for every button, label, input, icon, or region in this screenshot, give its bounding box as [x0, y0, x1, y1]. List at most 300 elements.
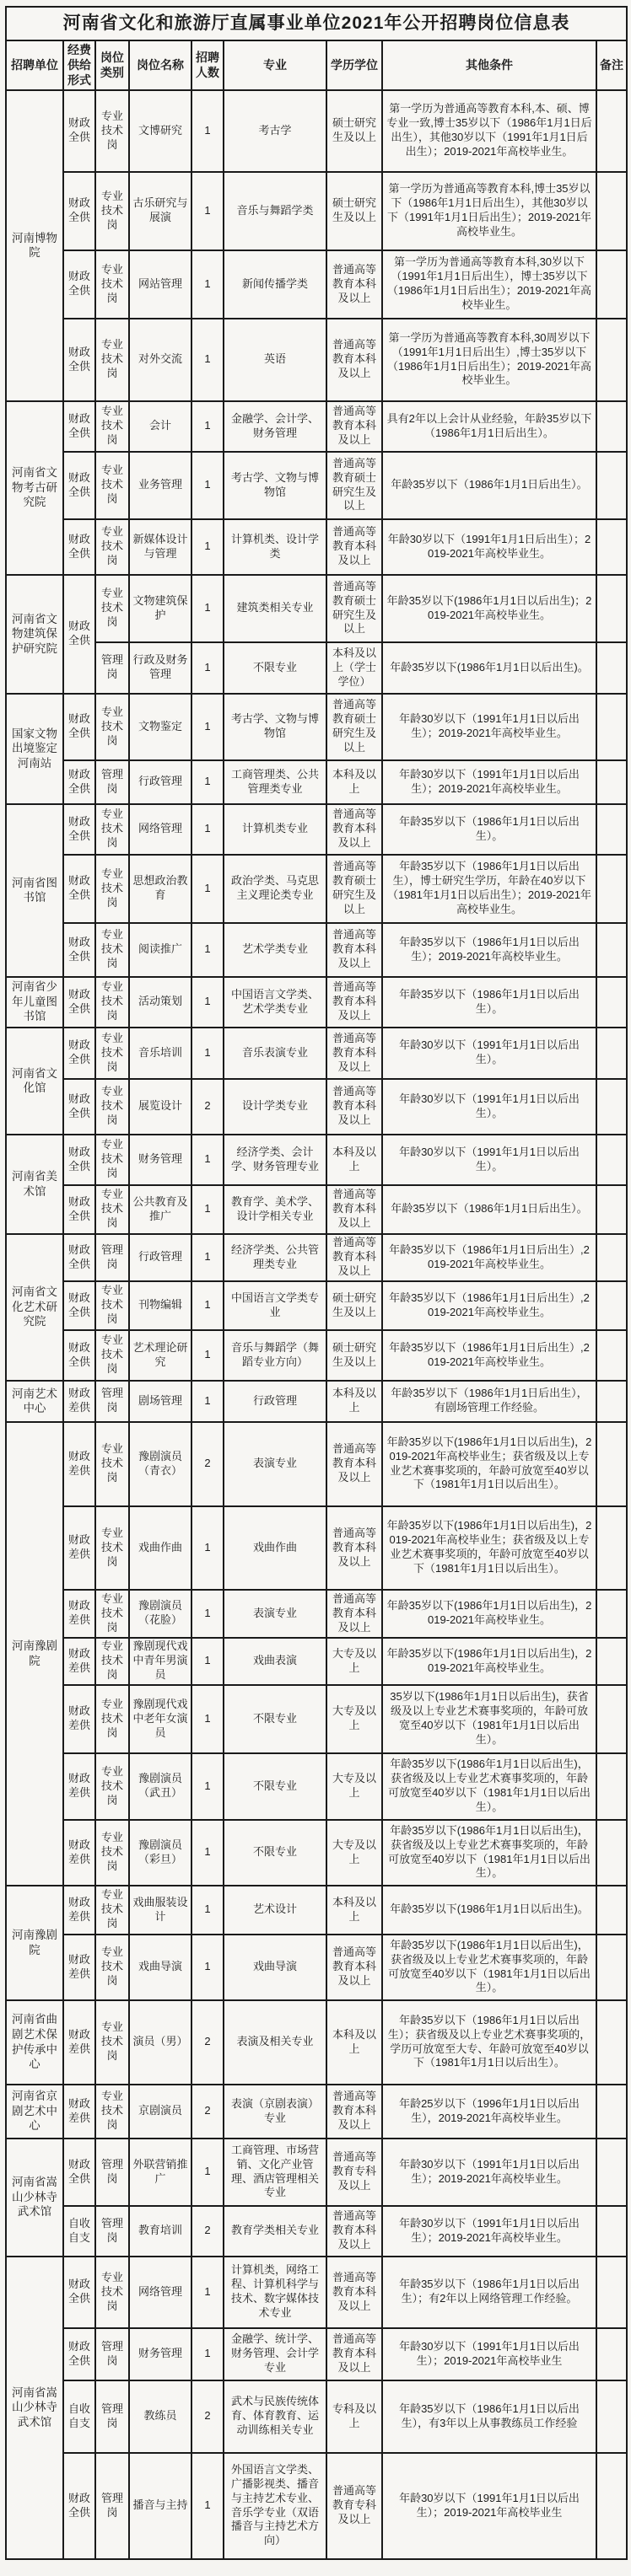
recruiting-unit-cell: 河南豫剧院	[6, 1886, 63, 2000]
recruiting-unit-cell: 河南艺术中心	[6, 1381, 63, 1422]
degree-cell: 普通高等教育本科及以上	[326, 319, 382, 401]
major-cell: 戏曲作曲	[224, 1506, 326, 1590]
major-cell: 工商管理类、公共管理类专业	[224, 760, 326, 804]
funding-cell: 财政全供	[63, 977, 95, 1028]
count-cell: 1	[191, 1506, 224, 1590]
remark-cell	[596, 1935, 627, 2000]
conditions-cell: 年龄35岁以下（1986年1月1日以后出生），博士研究生学历，年龄在40岁以下（1981年1月1日以后出生）；2019-2021年高校毕业生。	[382, 855, 596, 923]
degree-cell: 本科及以上	[326, 760, 382, 804]
position-cell: 戏曲导演	[129, 1935, 191, 2000]
remark-cell	[596, 172, 627, 250]
table-row	[6, 452, 627, 519]
degree-cell: 大专及以上	[326, 1820, 382, 1886]
major-cell: 音乐与舞蹈学类	[224, 172, 326, 250]
remark-cell	[596, 1381, 627, 1422]
count-cell: 2	[191, 2000, 224, 2085]
table-row	[6, 1638, 627, 1685]
major-cell: 行政管理	[224, 1381, 326, 1422]
funding-cell: 财政差供	[63, 2000, 95, 2085]
count-cell: 1	[191, 172, 224, 250]
funding-cell: 财政全供	[63, 2257, 95, 2328]
major-cell: 考古学	[224, 90, 326, 172]
conditions-cell: 年龄35岁以下（1986年1月1日以后出生）；获省级及以上专业艺术赛事奖项的，学历可放宽至大专、年龄可放宽至40岁以下（1981年1月1日以后出生）。	[382, 2000, 596, 2085]
conditions-cell: 年龄35岁以下(1986年1月1日以后出生)，获省级及以上专业艺术赛事奖项的，年龄可放宽至40岁以下（1981年1月1日以后出生）。	[382, 1753, 596, 1820]
count-cell: 1	[191, 1886, 224, 1935]
category-cell: 专业技术岗	[95, 2085, 129, 2139]
category-cell: 专业技术岗	[95, 452, 129, 519]
remark-cell	[596, 2000, 627, 2085]
major-cell: 不限专业	[224, 1685, 326, 1753]
remark-cell	[596, 2453, 627, 2559]
position-cell: 思想政治教育	[129, 855, 191, 923]
position-cell: 剧场管理	[129, 1381, 191, 1422]
position-cell: 会计	[129, 401, 191, 452]
recruiting-unit-cell: 河南省嵩山少林寺武术馆	[6, 2139, 63, 2257]
conditions-cell: 年龄35岁以下（1986年1月1日后出生）,2019-2021年高校毕业生。	[382, 1330, 596, 1381]
table-row	[6, 1079, 627, 1135]
category-cell: 管理岗	[95, 2453, 129, 2559]
conditions-cell: 年龄35岁以下（1986年1月1日后出生）。	[382, 1185, 596, 1234]
position-cell: 戏曲服装设计	[129, 1886, 191, 1935]
conditions-cell: 第一学历为普通高等教育本科,博士35岁以下（1986年1月1日后出生），其他30岁以下（1991年1月1日后出生）；2019-2021年高校毕业生。	[382, 172, 596, 250]
major-cell: 表演专业	[224, 1590, 326, 1638]
conditions-cell: 第一学历为普通高等教育本科,30岁以下（1991年1月1日后出生），博士35岁以下（1986年1月1日后出生）；2019-2021年高校毕业生。	[382, 250, 596, 319]
major-cell: 中国语言文学类专业	[224, 1281, 326, 1330]
conditions-cell: 年龄35岁以下(1986年1月1日以后出生)，2019-2021年高校毕业生。	[382, 1638, 596, 1685]
position-cell: 豫剧演员（青衣）	[129, 1422, 191, 1506]
degree-cell: 大专及以上	[326, 1685, 382, 1753]
page-title: 河南省文化和旅游厅直属事业单位2021年公开招聘岗位信息表	[6, 7, 627, 40]
funding-cell: 财政差供	[63, 1753, 95, 1820]
position-cell: 京剧演员	[129, 2085, 191, 2139]
degree-cell: 普通高等教育本科及以上	[326, 2206, 382, 2257]
position-cell: 活动策划	[129, 977, 191, 1028]
remark-cell	[596, 760, 627, 804]
table-body	[6, 90, 627, 2559]
degree-cell: 普通高等教育本科及以上	[326, 804, 382, 855]
degree-cell: 本科及以上	[326, 2000, 382, 2085]
degree-cell: 普通高等教育本科及以上	[326, 519, 382, 575]
remark-cell	[596, 1135, 627, 1185]
degree-cell: 本科及以上	[326, 1886, 382, 1935]
category-cell: 专业技术岗	[95, 1820, 129, 1886]
remark-cell	[596, 250, 627, 319]
remark-cell	[596, 977, 627, 1028]
remark-cell	[596, 804, 627, 855]
funding-cell: 财政全供	[63, 2139, 95, 2206]
conditions-cell: 年龄35岁以下（1986年1月1日以后出生）。	[382, 804, 596, 855]
count-cell: 1	[191, 2328, 224, 2380]
table-row	[6, 2000, 627, 2085]
degree-cell: 普通高等教育本科及以上	[326, 977, 382, 1028]
position-cell: 古乐研究与展演	[129, 172, 191, 250]
table-row	[6, 923, 627, 977]
remark-cell	[596, 1506, 627, 1590]
major-cell: 戏曲表演	[224, 1638, 326, 1685]
degree-cell: 普通高等教育本科及以上	[326, 2328, 382, 2380]
position-cell: 新媒体设计与管理	[129, 519, 191, 575]
table-row	[6, 2206, 627, 2257]
recruiting-unit-cell: 河南省少年儿童图书馆	[6, 977, 63, 1028]
table-row	[6, 319, 627, 401]
funding-cell: 财政差供	[63, 1506, 95, 1590]
table-row	[6, 642, 627, 694]
count-cell: 1	[191, 923, 224, 977]
remark-cell	[596, 1079, 627, 1135]
remark-cell	[596, 1820, 627, 1886]
remark-cell	[596, 519, 627, 575]
table-row	[6, 1935, 627, 2000]
table-row	[6, 401, 627, 452]
major-cell: 艺术设计	[224, 1886, 326, 1935]
conditions-cell: 年龄35岁以下（1986年1月1日以后出生）；有2年以上网络管理工作经验。	[382, 2257, 596, 2328]
count-cell: 2	[191, 2206, 224, 2257]
table-row	[6, 2328, 627, 2380]
conditions-cell: 第一学历为普通高等教育本科,本、硕、博专业一致,博士35岁以下（1986年1月1日后出生），其他30岁以下（1991年1月1日后出生）；2019-2021年高校毕业生。	[382, 90, 596, 172]
funding-cell: 财政全供	[63, 519, 95, 575]
count-cell: 1	[191, 90, 224, 172]
category-cell: 专业技术岗	[95, 1753, 129, 1820]
table-row	[6, 1234, 627, 1281]
conditions-cell: 年龄35岁以下(1986年1月1日以后出生)，获省级及以上专业艺术赛事奖项的，年龄可放宽至40岁以下（1981年1月1日以后出生）。	[382, 1935, 596, 2000]
category-cell: 专业技术岗	[95, 1028, 129, 1079]
conditions-cell: 年龄30岁以下（1991年1月1日以后出生）。	[382, 1028, 596, 1079]
recruitment-table	[5, 6, 628, 2560]
degree-cell: 大专及以上	[326, 1753, 382, 1820]
degree-cell: 普通高等教育硕士研究生及以上	[326, 855, 382, 923]
conditions-cell: 年龄35岁以下（1986年1月1日以后出生）。	[382, 977, 596, 1028]
position-cell: 公共教育及推广	[129, 1185, 191, 1234]
category-cell: 专业技术岗	[95, 319, 129, 401]
table-row	[6, 1886, 627, 1935]
conditions-cell: 年龄35岁以下（1986年1月1日以后出生），有3年以上从事教练员工作经验	[382, 2380, 596, 2453]
conditions-cell: 年龄30岁以下（1991年1月1日以后出生）；2019-2021年高校毕业生。	[382, 760, 596, 804]
remark-cell	[596, 1234, 627, 1281]
position-cell: 演员（男）	[129, 2000, 191, 2085]
major-cell: 考古学、文物与博物馆	[224, 694, 326, 760]
remark-cell	[596, 1422, 627, 1506]
funding-cell: 财政全供	[63, 1330, 95, 1381]
conditions-cell: 年龄30岁以下（1991年1月1日以后出生）；2019-2021年高校毕业生。	[382, 2139, 596, 2206]
table-row	[6, 519, 627, 575]
position-cell: 阅读推广	[129, 923, 191, 977]
major-cell: 工商管理、市场营销、文化产业管理、酒店管理相关专业	[224, 2139, 326, 2206]
recruiting-unit-cell: 河南豫剧院	[6, 1422, 63, 1886]
conditions-cell: 年龄25岁以下（1996年1月1日以后出生），2019-2021年高校毕业生。	[382, 2085, 596, 2139]
category-cell: 专业技术岗	[95, 855, 129, 923]
category-cell: 管理岗	[95, 1234, 129, 1281]
remark-cell	[596, 642, 627, 694]
remark-cell	[596, 452, 627, 519]
remark-cell	[596, 1330, 627, 1381]
funding-cell: 财政全供	[63, 319, 95, 401]
position-cell: 音乐培训	[129, 1028, 191, 1079]
table-row	[6, 575, 627, 642]
position-cell: 文物鉴定	[129, 694, 191, 760]
conditions-cell: 年龄35岁以下（1986年1月1日后出生），有剧场管理工作经验。	[382, 1381, 596, 1422]
remark-cell	[596, 2139, 627, 2206]
degree-cell: 普通高等教育硕士研究生及以上	[326, 694, 382, 760]
major-cell: 经济学类、公共管理类专业	[224, 1234, 326, 1281]
count-cell: 1	[191, 452, 224, 519]
conditions-cell: 年龄35岁以下(1986年1月1日以后出生)。	[382, 1886, 596, 1935]
conditions-cell: 年龄35岁以下(1986年1月1日以后出生)，2019-2021年高校毕业生；获省级及以上专业艺术赛事奖项的，年龄可放宽至40岁以下（1981年1月1日以后出生）。	[382, 1422, 596, 1506]
funding-cell: 财政全供	[63, 760, 95, 804]
funding-cell: 财政全供	[63, 2453, 95, 2559]
position-cell: 展览设计	[129, 1079, 191, 1135]
category-cell: 管理岗	[95, 2139, 129, 2206]
conditions-cell: 年龄35岁以下（1986年1月1日后出生）。	[382, 452, 596, 519]
degree-cell: 硕士研究生及以上	[326, 90, 382, 172]
degree-cell: 硕士研究生及以上	[326, 172, 382, 250]
header-cell: 招聘单位	[6, 40, 63, 90]
degree-cell: 普通高等教育专科及以上	[326, 2453, 382, 2559]
funding-cell: 财政全供	[63, 1281, 95, 1330]
category-cell: 管理岗	[95, 2206, 129, 2257]
degree-cell: 普通高等教育本科及以上	[326, 1079, 382, 1135]
recruiting-unit-cell: 河南省文物考古研究院	[6, 401, 63, 575]
category-cell: 专业技术岗	[95, 1590, 129, 1638]
header-cell: 专业	[224, 40, 326, 90]
major-cell: 英语	[224, 319, 326, 401]
recruiting-unit-cell: 河南省文物建筑保护研究院	[6, 575, 63, 694]
table-row	[6, 804, 627, 855]
major-cell: 政治学类、马克思主义理论类专业	[224, 855, 326, 923]
conditions-cell: 年龄30岁以下（1991年1月1日以后出生）；2019-2021年高校毕业生。	[382, 2206, 596, 2257]
conditions-cell: 年龄30岁以下（1991年1月1日以后出生）；2019-2021年高校毕业生。	[382, 694, 596, 760]
remark-cell	[596, 855, 627, 923]
table-row	[6, 855, 627, 923]
table-row	[6, 2380, 627, 2453]
remark-cell	[596, 2257, 627, 2328]
count-cell: 1	[191, 250, 224, 319]
major-cell: 金融学、会计学、财务管理	[224, 401, 326, 452]
major-cell: 教育学类相关专业	[224, 2206, 326, 2257]
count-cell: 1	[191, 1330, 224, 1381]
count-cell: 1	[191, 804, 224, 855]
recruiting-unit-cell: 河南省嵩山少林寺武术馆	[6, 2257, 63, 2559]
count-cell: 1	[191, 1381, 224, 1422]
category-cell: 专业技术岗	[95, 1886, 129, 1935]
count-cell: 1	[191, 319, 224, 401]
funding-cell: 财政全供	[63, 1079, 95, 1135]
major-cell: 不限专业	[224, 642, 326, 694]
category-cell: 专业技术岗	[95, 804, 129, 855]
count-cell: 1	[191, 1185, 224, 1234]
degree-cell: 普通高等教育本科及以上	[326, 1234, 382, 1281]
table-row	[6, 1685, 627, 1753]
table-row	[6, 2453, 627, 2559]
table-row	[6, 2139, 627, 2206]
position-cell: 外联营销推广	[129, 2139, 191, 2206]
major-cell: 表演及相关专业	[224, 2000, 326, 2085]
remark-cell	[596, 2380, 627, 2453]
category-cell: 专业技术岗	[95, 1079, 129, 1135]
recruiting-unit-cell: 河南省曲剧艺术保护传承中心	[6, 2000, 63, 2085]
degree-cell: 普通高等教育本科及以上	[326, 1935, 382, 2000]
count-cell: 1	[191, 1638, 224, 1685]
count-cell: 1	[191, 760, 224, 804]
funding-cell: 财政全供	[63, 250, 95, 319]
table-row	[6, 1506, 627, 1590]
count-cell: 1	[191, 1935, 224, 2000]
position-cell: 艺术理论研究	[129, 1330, 191, 1381]
table-row	[6, 1135, 627, 1185]
category-cell: 专业技术岗	[95, 575, 129, 642]
position-cell: 刊物编辑	[129, 1281, 191, 1330]
conditions-cell: 年龄35岁以下(1986年1月1日以后出生)。	[382, 642, 596, 694]
category-cell: 专业技术岗	[95, 1935, 129, 2000]
category-cell: 专业技术岗	[95, 172, 129, 250]
position-cell: 网站管理	[129, 250, 191, 319]
category-cell: 专业技术岗	[95, 2257, 129, 2328]
degree-cell: 普通高等教育硕士研究生及以上	[326, 452, 382, 519]
major-cell: 计算机类、设计学类	[224, 519, 326, 575]
count-cell: 1	[191, 1028, 224, 1079]
table-row	[6, 2085, 627, 2139]
position-cell: 豫剧现代戏中老年女演员	[129, 1685, 191, 1753]
funding-cell: 财政全供	[63, 575, 95, 694]
funding-cell: 财政全供	[63, 804, 95, 855]
degree-cell: 专科及以上	[326, 2380, 382, 2453]
degree-cell: 普通高等教育本科及以上	[326, 1590, 382, 1638]
major-cell: 计算机类，网络工程、计算机科学与技术、数字媒体技术专业	[224, 2257, 326, 2328]
major-cell: 建筑类相关专业	[224, 575, 326, 642]
remark-cell	[596, 2206, 627, 2257]
funding-cell: 财政差供	[63, 1685, 95, 1753]
table-row	[6, 1028, 627, 1079]
category-cell: 专业技术岗	[95, 694, 129, 760]
recruiting-unit-cell: 河南博物院	[6, 90, 63, 401]
category-cell: 管理岗	[95, 1381, 129, 1422]
header-cell: 经费供给形式	[63, 40, 95, 90]
count-cell: 2	[191, 2380, 224, 2453]
major-cell: 不限专业	[224, 1753, 326, 1820]
position-cell: 豫剧演员（彩旦）	[129, 1820, 191, 1886]
position-cell: 财务管理	[129, 2328, 191, 2380]
header-cell: 岗位类别	[95, 40, 129, 90]
degree-cell: 本科及以上	[326, 1381, 382, 1422]
position-cell: 戏曲作曲	[129, 1506, 191, 1590]
count-cell: 1	[191, 642, 224, 694]
funding-cell: 财政全供	[63, 452, 95, 519]
table-row	[6, 250, 627, 319]
category-cell: 专业技术岗	[95, 1185, 129, 1234]
major-cell: 艺术学类专业	[224, 923, 326, 977]
position-cell: 行政管理	[129, 1234, 191, 1281]
funding-cell: 财政全供	[63, 855, 95, 923]
degree-cell: 普通高等教育本科及以上	[326, 923, 382, 977]
recruiting-unit-cell: 河南省图书馆	[6, 804, 63, 977]
funding-cell: 财政全供	[63, 1234, 95, 1281]
conditions-cell: 年龄35岁以下（1986年1月1日后出生）,2019-2021年高校毕业生。	[382, 1234, 596, 1281]
major-cell: 教育学、美术学、设计学相关专业	[224, 1185, 326, 1234]
category-cell: 专业技术岗	[95, 250, 129, 319]
category-cell: 专业技术岗	[95, 1638, 129, 1685]
position-cell: 教练员	[129, 2380, 191, 2453]
remark-cell	[596, 1281, 627, 1330]
remark-cell	[596, 1028, 627, 1079]
table-row	[6, 2257, 627, 2328]
recruiting-unit-cell: 河南省文化馆	[6, 1028, 63, 1135]
funding-cell: 财政全供	[63, 2328, 95, 2380]
table-row	[6, 760, 627, 804]
conditions-cell: 年龄35岁以下(1986年1月1日以后出生)，2019-2021年高校毕业生；获省级及以上专业艺术赛事奖项的，年龄可放宽至40岁以下（1981年1月1日以后出生）。	[382, 1506, 596, 1590]
category-cell: 专业技术岗	[95, 1685, 129, 1753]
count-cell: 1	[191, 1281, 224, 1330]
funding-cell: 财政全供	[63, 923, 95, 977]
table-row	[6, 1185, 627, 1234]
header-cell: 其他条件	[382, 40, 596, 90]
conditions-cell: 年龄30岁以下（1991年1月1日以后出生）。	[382, 1079, 596, 1135]
degree-cell: 普通高等教育本科及以上	[326, 2257, 382, 2328]
category-cell: 管理岗	[95, 760, 129, 804]
funding-cell: 财政全供	[63, 1185, 95, 1234]
category-cell: 管理岗	[95, 2328, 129, 2380]
major-cell: 戏曲导演	[224, 1935, 326, 2000]
count-cell: 2	[191, 1422, 224, 1506]
major-cell: 中国语言文学类、艺术学类专业	[224, 977, 326, 1028]
count-cell: 1	[191, 2257, 224, 2328]
major-cell: 外国语言文学类、广播影视类、播音与主持艺术专业、音乐学专业（双语播音与主持艺术方向）	[224, 2453, 326, 2559]
position-cell: 教育培训	[129, 2206, 191, 2257]
remark-cell	[596, 1685, 627, 1753]
count-cell: 1	[191, 1753, 224, 1820]
category-cell: 管理岗	[95, 2380, 129, 2453]
table-row	[6, 694, 627, 760]
remark-cell	[596, 401, 627, 452]
table-row	[6, 172, 627, 250]
major-cell: 武术与民族传统体育、体育教育、运动训练相关专业	[224, 2380, 326, 2453]
title-row	[6, 7, 627, 40]
major-cell: 考古学、文物与博物馆	[224, 452, 326, 519]
degree-cell: 普通高等教育本科及以上	[326, 1185, 382, 1234]
major-cell: 音乐与舞蹈学（舞蹈专业方向）	[224, 1330, 326, 1381]
conditions-cell: 年龄35岁以下(1986年1月1日以后出生)，2019-2021年高校毕业生。	[382, 1590, 596, 1638]
recruiting-unit-cell: 河南省文化艺术研究院	[6, 1234, 63, 1381]
conditions-cell: 35岁以下(1986年1月1日以后出生)，获省级及以上专业艺术赛事奖项的，年龄可放宽至40岁以下（1981年1月1日以后出生）。	[382, 1685, 596, 1753]
position-cell: 网络管理	[129, 2257, 191, 2328]
recruiting-unit-cell: 河南省美术馆	[6, 1135, 63, 1234]
category-cell: 专业技术岗	[95, 2000, 129, 2085]
table-row	[6, 1820, 627, 1886]
degree-cell: 普通高等教育本科及以上	[326, 1028, 382, 1079]
remark-cell	[596, 694, 627, 760]
position-cell: 财务管理	[129, 1135, 191, 1185]
conditions-cell: 年龄35岁以下（1986年1月1日以后出生）；2019-2021年高校毕业生。	[382, 923, 596, 977]
category-cell: 专业技术岗	[95, 923, 129, 977]
table-row	[6, 90, 627, 172]
degree-cell: 普通高等教育本科及以上	[326, 2085, 382, 2139]
funding-cell: 财政差供	[63, 1590, 95, 1638]
degree-cell: 本科及以上	[326, 1135, 382, 1185]
funding-cell: 财政全供	[63, 1135, 95, 1185]
degree-cell: 硕士研究生及以上	[326, 1330, 382, 1381]
position-cell: 对外交流	[129, 319, 191, 401]
major-cell: 音乐表演专业	[224, 1028, 326, 1079]
position-cell: 网络管理	[129, 804, 191, 855]
count-cell: 1	[191, 575, 224, 642]
funding-cell: 财政全供	[63, 90, 95, 172]
conditions-cell: 年龄30岁以下（1991年1月1日以后出生）；2019-2021年高校毕业生	[382, 2453, 596, 2559]
position-cell: 行政及财务管理	[129, 642, 191, 694]
remark-cell	[596, 1753, 627, 1820]
remark-cell	[596, 2328, 627, 2380]
major-cell: 表演专业	[224, 1422, 326, 1506]
category-cell: 专业技术岗	[95, 1422, 129, 1506]
position-cell: 文博研究	[129, 90, 191, 172]
table-row	[6, 1590, 627, 1638]
